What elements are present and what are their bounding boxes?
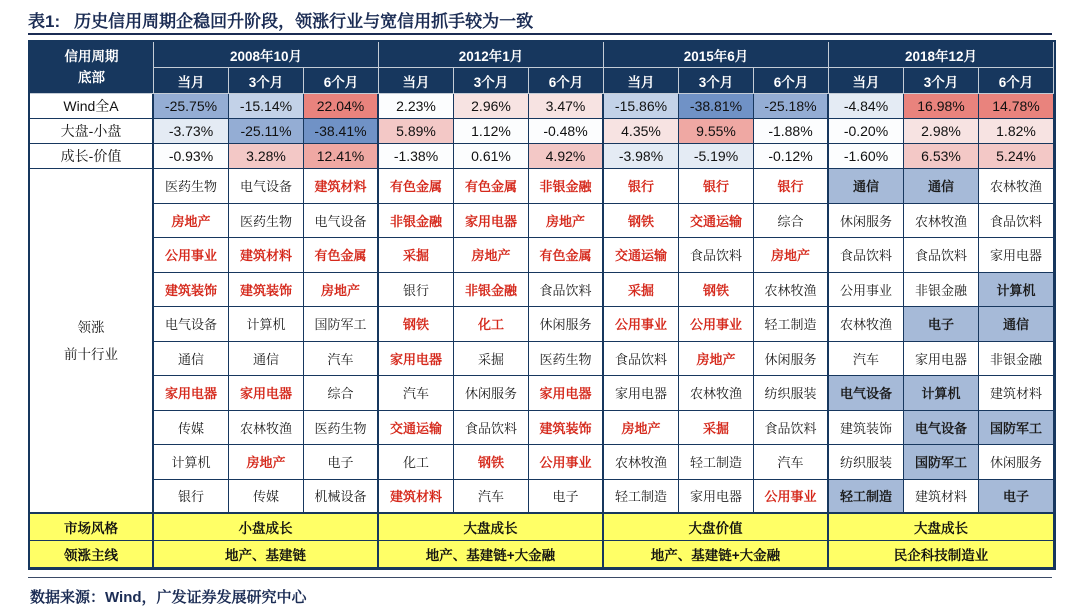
industry-cell: 钢铁 [679, 273, 754, 308]
value-cell: -0.93% [154, 144, 229, 169]
value-cell: 1.82% [979, 119, 1054, 144]
industry-cell: 计算机 [229, 307, 304, 342]
industries-label-line2: 前十行业 [64, 346, 118, 362]
industry-cell: 交通运输 [379, 411, 454, 446]
industry-cell: 食品饮料 [454, 411, 529, 446]
market-style-cell: 大盘成长 [829, 514, 1054, 541]
subcol-header: 当月 [604, 68, 679, 94]
industry-cell: 采掘 [454, 342, 529, 377]
industry-cell: 银行 [754, 169, 829, 204]
table-title-text: 历史信用周期企稳回升阶段，领涨行业与宽信用抓手较为一致 [74, 12, 534, 31]
value-cell: -4.84% [829, 94, 904, 119]
industry-cell: 非银金融 [454, 273, 529, 308]
value-cell: -15.86% [604, 94, 679, 119]
industry-cell: 公用事业 [154, 238, 229, 273]
metric-label: 成长-价值 [30, 144, 154, 169]
industry-cell: 钢铁 [454, 445, 529, 480]
market-style-cell: 小盘成长 [154, 514, 379, 541]
industry-cell: 医药生物 [154, 169, 229, 204]
value-cell: -1.38% [379, 144, 454, 169]
industry-cell: 休闲服务 [529, 307, 604, 342]
industry-cell: 医药生物 [304, 411, 379, 446]
industry-cell: 电气设备 [904, 411, 979, 446]
industry-cell: 建筑材料 [979, 376, 1054, 411]
industry-cell: 食品饮料 [529, 273, 604, 308]
industry-cell: 休闲服务 [829, 204, 904, 239]
industry-cell: 非银金融 [379, 204, 454, 239]
industry-cell: 电气设备 [229, 169, 304, 204]
industry-cell: 通信 [904, 169, 979, 204]
industry-cell: 机械设备 [304, 480, 379, 515]
industry-cell: 传媒 [154, 411, 229, 446]
value-cell: -0.12% [754, 144, 829, 169]
value-cell: 0.61% [454, 144, 529, 169]
industry-cell: 交通运输 [604, 238, 679, 273]
value-cell: 22.04% [304, 94, 379, 119]
industry-cell: 房地产 [679, 342, 754, 377]
industries-label [30, 169, 154, 514]
table-number: 表1: [28, 12, 61, 31]
source-rule [28, 577, 1052, 578]
industry-cell: 房地产 [529, 204, 604, 239]
value-cell: -3.98% [604, 144, 679, 169]
industry-cell: 公用事业 [604, 307, 679, 342]
mainline-label: 领涨主线 [30, 541, 154, 568]
credit-cycle-table [28, 40, 1056, 570]
industry-cell: 非银金融 [529, 169, 604, 204]
mainline-cell: 地产、基建链+大金融 [379, 541, 604, 568]
industry-cell: 农林牧渔 [979, 169, 1054, 204]
value-cell: -25.18% [754, 94, 829, 119]
industry-cell: 轻工制造 [829, 480, 904, 515]
industry-cell: 汽车 [379, 376, 454, 411]
industry-cell: 计算机 [979, 273, 1054, 308]
industry-cell: 房地产 [604, 411, 679, 446]
industry-cell: 食品饮料 [829, 238, 904, 273]
industry-cell: 银行 [679, 169, 754, 204]
industry-cell: 房地产 [454, 238, 529, 273]
industry-cell: 电子 [904, 307, 979, 342]
subcol-header: 6个月 [979, 68, 1054, 94]
industry-cell: 通信 [229, 342, 304, 377]
industry-cell: 食品饮料 [604, 342, 679, 377]
industry-cell: 非银金融 [904, 273, 979, 308]
industry-cell: 农林牧渔 [904, 204, 979, 239]
industry-cell: 钢铁 [604, 204, 679, 239]
value-cell: 5.24% [979, 144, 1054, 169]
value-cell: 4.92% [529, 144, 604, 169]
industry-cell: 电气设备 [154, 307, 229, 342]
industry-cell: 休闲服务 [454, 376, 529, 411]
value-cell: -0.48% [529, 119, 604, 144]
industry-cell: 公用事业 [829, 273, 904, 308]
period-header: 2012年1月 [379, 42, 604, 68]
value-cell: 2.98% [904, 119, 979, 144]
value-cell: 14.78% [979, 94, 1054, 119]
corner-header [30, 42, 154, 94]
industry-cell: 国防军工 [979, 411, 1054, 446]
industry-cell: 家用电器 [154, 376, 229, 411]
industry-cell: 通信 [829, 169, 904, 204]
industry-cell: 休闲服务 [754, 342, 829, 377]
industry-cell: 房地产 [754, 238, 829, 273]
industry-cell: 国防军工 [304, 307, 379, 342]
value-cell: 2.96% [454, 94, 529, 119]
subcol-header: 6个月 [304, 68, 379, 94]
industry-cell: 休闲服务 [979, 445, 1054, 480]
industry-cell: 汽车 [304, 342, 379, 377]
industry-cell: 采掘 [679, 411, 754, 446]
industry-cell: 农林牧渔 [604, 445, 679, 480]
industry-cell: 银行 [604, 169, 679, 204]
industry-cell: 电气设备 [829, 376, 904, 411]
industry-cell: 建筑装饰 [529, 411, 604, 446]
mainline-cell: 地产、基建链+大金融 [604, 541, 829, 568]
industry-cell: 纺织服装 [829, 445, 904, 480]
subcol-header: 当月 [829, 68, 904, 94]
industries-label-line1: 领涨 [77, 319, 105, 335]
industry-cell: 汽车 [754, 445, 829, 480]
value-cell: 9.55% [679, 119, 754, 144]
industry-cell: 公用事业 [754, 480, 829, 515]
industry-cell: 建筑材料 [304, 169, 379, 204]
industry-cell: 电子 [529, 480, 604, 515]
industry-cell: 房地产 [229, 445, 304, 480]
industry-cell: 食品饮料 [904, 238, 979, 273]
industry-cell: 有色金属 [304, 238, 379, 273]
industry-cell: 计算机 [154, 445, 229, 480]
value-cell: -38.81% [679, 94, 754, 119]
industry-cell: 公用事业 [679, 307, 754, 342]
subcol-header: 3个月 [454, 68, 529, 94]
industry-cell: 电子 [304, 445, 379, 480]
industry-cell: 轻工制造 [604, 480, 679, 515]
value-cell: 2.23% [379, 94, 454, 119]
value-cell: -3.73% [154, 119, 229, 144]
industry-cell: 银行 [154, 480, 229, 515]
mainline-cell: 民企科技制造业 [829, 541, 1054, 568]
period-header: 2015年6月 [604, 42, 829, 68]
industry-cell: 传媒 [229, 480, 304, 515]
value-cell: -1.88% [754, 119, 829, 144]
industry-cell: 建筑装饰 [829, 411, 904, 446]
title-rule [28, 33, 1052, 35]
industry-cell: 房地产 [304, 273, 379, 308]
value-cell: 12.41% [304, 144, 379, 169]
subcol-header: 6个月 [529, 68, 604, 94]
industry-cell: 国防军工 [904, 445, 979, 480]
subcol-header: 6个月 [754, 68, 829, 94]
industry-cell: 家用电器 [454, 204, 529, 239]
industry-cell: 电子 [979, 480, 1054, 515]
industry-cell: 农林牧渔 [829, 307, 904, 342]
period-header: 2008年10月 [154, 42, 379, 68]
industry-cell: 汽车 [829, 342, 904, 377]
market-style-label: 市场风格 [30, 514, 154, 541]
industry-cell: 轻工制造 [679, 445, 754, 480]
industry-cell: 家用电器 [604, 376, 679, 411]
subcol-header: 3个月 [904, 68, 979, 94]
industry-cell: 建筑装饰 [154, 273, 229, 308]
corner-header-line1: 信用周期 [64, 49, 119, 65]
value-cell: 16.98% [904, 94, 979, 119]
industry-cell: 有色金属 [454, 169, 529, 204]
market-style-cell: 大盘成长 [379, 514, 604, 541]
value-cell: 6.53% [904, 144, 979, 169]
industry-cell: 钢铁 [379, 307, 454, 342]
industry-cell: 房地产 [154, 204, 229, 239]
value-cell: 3.47% [529, 94, 604, 119]
industry-cell: 食品饮料 [754, 411, 829, 446]
industry-cell: 食品饮料 [979, 204, 1054, 239]
industry-cell: 农林牧渔 [229, 411, 304, 446]
industry-cell: 化工 [454, 307, 529, 342]
industry-cell: 化工 [379, 445, 454, 480]
industry-cell: 非银金融 [979, 342, 1054, 377]
value-cell: -38.41% [304, 119, 379, 144]
mainline-cell: 地产、基建链 [154, 541, 379, 568]
industry-cell: 纺织服装 [754, 376, 829, 411]
value-cell: -25.75% [154, 94, 229, 119]
industry-cell: 建筑装饰 [229, 273, 304, 308]
source-note: 数据来源：Wind，广发证券发展研究中心 [30, 589, 307, 606]
subcol-header: 3个月 [679, 68, 754, 94]
industry-cell: 农林牧渔 [679, 376, 754, 411]
industry-cell: 轻工制造 [754, 307, 829, 342]
industry-cell: 交通运输 [679, 204, 754, 239]
metric-label: 大盘-小盘 [30, 119, 154, 144]
metric-label: Wind全A [30, 94, 154, 119]
industry-cell: 采掘 [379, 238, 454, 273]
industry-cell: 采掘 [604, 273, 679, 308]
value-cell: -15.14% [229, 94, 304, 119]
value-cell: 1.12% [454, 119, 529, 144]
value-cell: 3.28% [229, 144, 304, 169]
industry-cell: 农林牧渔 [754, 273, 829, 308]
value-cell: 5.89% [379, 119, 454, 144]
value-cell: -25.11% [229, 119, 304, 144]
industry-cell: 通信 [154, 342, 229, 377]
market-style-cell: 大盘价值 [604, 514, 829, 541]
industry-cell: 食品饮料 [679, 238, 754, 273]
industry-cell: 汽车 [454, 480, 529, 515]
industry-cell: 有色金属 [379, 169, 454, 204]
value-cell: -0.20% [829, 119, 904, 144]
value-cell: 4.35% [604, 119, 679, 144]
value-cell: -5.19% [679, 144, 754, 169]
industry-cell: 通信 [979, 307, 1054, 342]
industry-cell: 建筑材料 [229, 238, 304, 273]
industry-cell: 家用电器 [229, 376, 304, 411]
period-header: 2018年12月 [829, 42, 1054, 68]
industry-cell: 家用电器 [379, 342, 454, 377]
industry-cell: 有色金属 [529, 238, 604, 273]
industry-cell: 综合 [754, 204, 829, 239]
industry-cell: 综合 [304, 376, 379, 411]
subcol-header: 3个月 [229, 68, 304, 94]
industry-cell: 医药生物 [229, 204, 304, 239]
industry-cell: 建筑材料 [379, 480, 454, 515]
table-title [28, 7, 533, 32]
corner-header-line2: 底部 [78, 69, 105, 85]
industry-cell: 医药生物 [529, 342, 604, 377]
subcol-header: 当月 [154, 68, 229, 94]
industry-cell: 建筑材料 [904, 480, 979, 515]
industry-cell: 家用电器 [904, 342, 979, 377]
industry-cell: 家用电器 [679, 480, 754, 515]
industry-cell: 电气设备 [304, 204, 379, 239]
industry-cell: 家用电器 [529, 376, 604, 411]
industry-cell: 家用电器 [979, 238, 1054, 273]
subcol-header: 当月 [379, 68, 454, 94]
industry-cell: 公用事业 [529, 445, 604, 480]
value-cell: -1.60% [829, 144, 904, 169]
industry-cell: 计算机 [904, 376, 979, 411]
industry-cell: 银行 [379, 273, 454, 308]
